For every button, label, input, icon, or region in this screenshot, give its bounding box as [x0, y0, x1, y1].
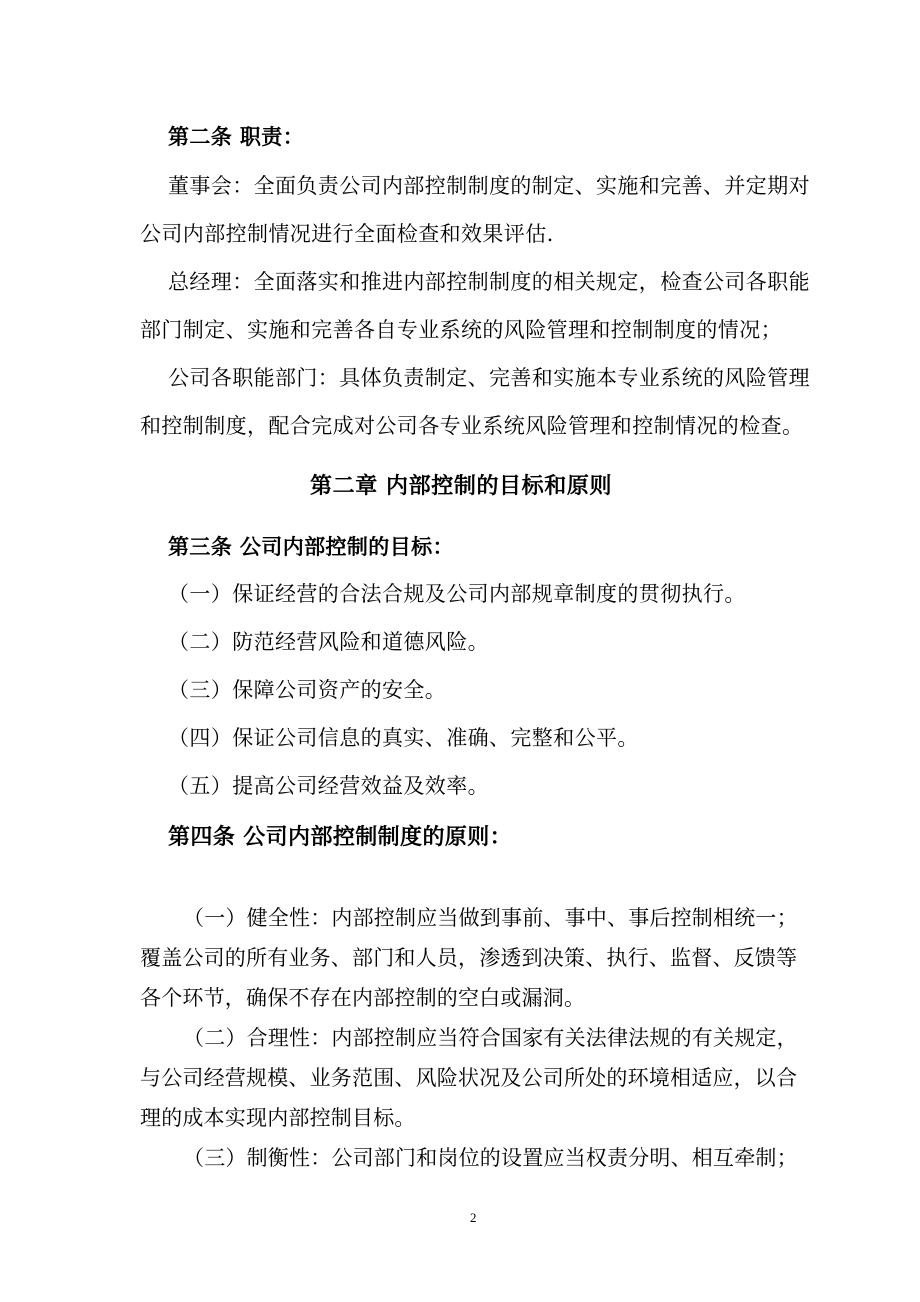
section-4-completeness-line-3: 各个环节，确保不存在内部控制的空白或漏洞。 — [140, 986, 586, 1010]
section-2-gm-line-1: 总经理：全面落实和推进内部控制制度的相关规定，检查公司各职能 — [168, 270, 810, 294]
section-4-reasonableness-line-1: （二）合理性：内部控制应当符合国家有关法律法规的有关规定， — [183, 1026, 798, 1050]
section-3-goal-3: （三）保障公司资产的安全。 — [168, 678, 447, 702]
chapter-2-title: 第二章 内部控制的目标和原则 — [310, 473, 613, 499]
section-2-board-line-1: 董事会：全面负责公司内部控制制度的制定、实施和完善、并定期对 — [168, 174, 810, 198]
section-2-departments-line-1: 公司各职能部门：具体负责制定、完善和实施本专业系统的风险管理 — [168, 366, 810, 390]
section-3-goal-1: （一）保证经营的合法合规及公司内部规章制度的贯彻执行。 — [168, 582, 746, 606]
section-3-title: 第三条 公司内部控制的目标： — [168, 534, 454, 559]
section-2-title: 第二条 职责： — [168, 124, 305, 149]
section-2-gm-line-2: 部门制定、实施和完善各自专业系统的风险管理和控制制度的情况； — [140, 318, 782, 342]
section-4-completeness-line-1: （一）健全性：内部控制应当做到事前、事中、事后控制相统一； — [183, 906, 798, 930]
section-2-departments-line-2: 和控制制度，配合完成对公司各专业系统风险管理和控制情况的检查。 — [140, 414, 804, 438]
section-4-checks-balances-line-1: （三）制衡性：公司部门和岗位的设置应当权责分明、相互牵制； — [183, 1146, 798, 1170]
page-number: 2 — [470, 1210, 477, 1225]
section-4-reasonableness-line-2: 与公司经营规模、业务范围、风险状况及公司所处的环境相适应，以合 — [140, 1066, 798, 1090]
section-4-completeness-line-2: 覆盖公司的所有业务、部门和人员，渗透到决策、执行、监督、反馈等 — [140, 946, 798, 970]
section-4-title: 第四条 公司内部控制制度的原则： — [168, 824, 513, 850]
section-3-goal-5: （五）提高公司经营效益及效率。 — [168, 774, 489, 798]
section-4-reasonableness-line-3: 理的成本实现内部控制目标。 — [140, 1106, 416, 1130]
section-2-board-line-2: 公司内部控制情况进行全面检查和效果评估. — [140, 222, 554, 246]
section-3-goal-2: （二）防范经营风险和道德风险。 — [168, 630, 489, 654]
section-3-goal-4: （四）保证公司信息的真实、准确、完整和公平。 — [168, 726, 639, 750]
